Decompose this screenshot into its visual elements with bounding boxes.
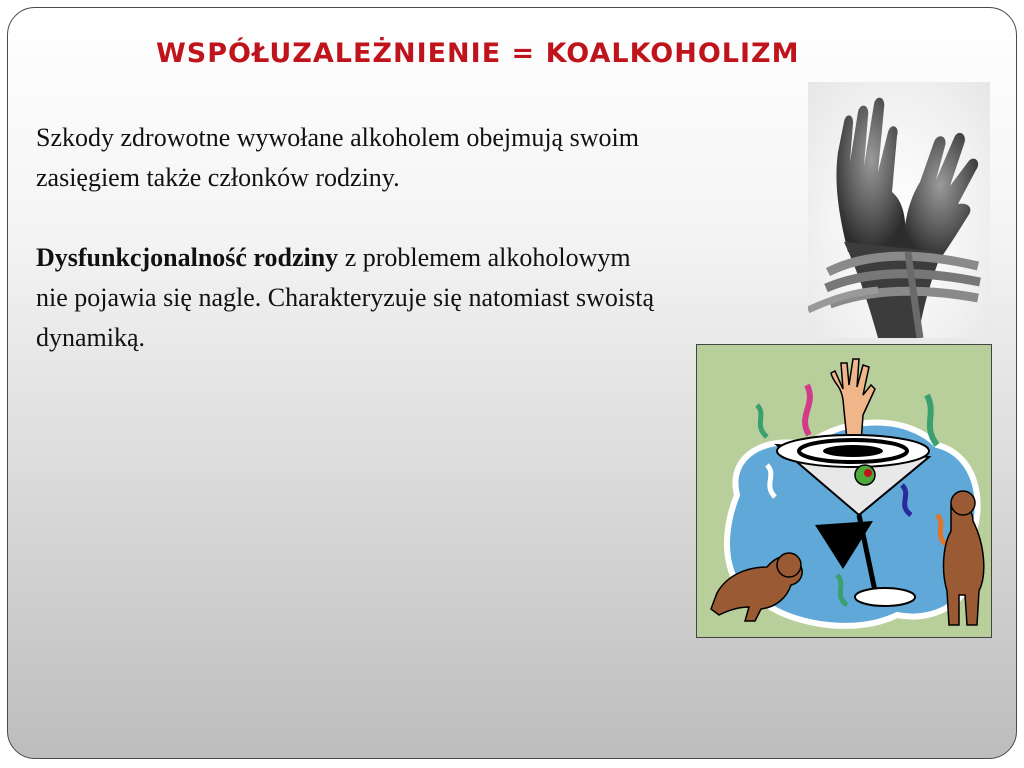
slide-frame <box>7 7 1017 759</box>
paragraph-dysfunction-rest: z problemem alkoholowym nie pojawia się nagle. Charakteryzuje się natomiast swoistą dynamiką. <box>36 243 655 352</box>
slide-body <box>36 118 656 358</box>
bold-term: Dysfunkcjonalność rodziny <box>36 243 339 272</box>
cocktail-clipart <box>696 344 992 638</box>
bound-hands-photo <box>808 82 990 338</box>
slide-title: WSPÓŁUZALEŻNIENIE = KOALKOHOLIZM <box>156 38 800 69</box>
paragraph-health-damage: Szkody zdrowotne wywołane alkoholem obejmują swoim zasięgiem także członków rodziny. <box>36 123 639 192</box>
paragraph-dysfunction <box>36 238 656 358</box>
